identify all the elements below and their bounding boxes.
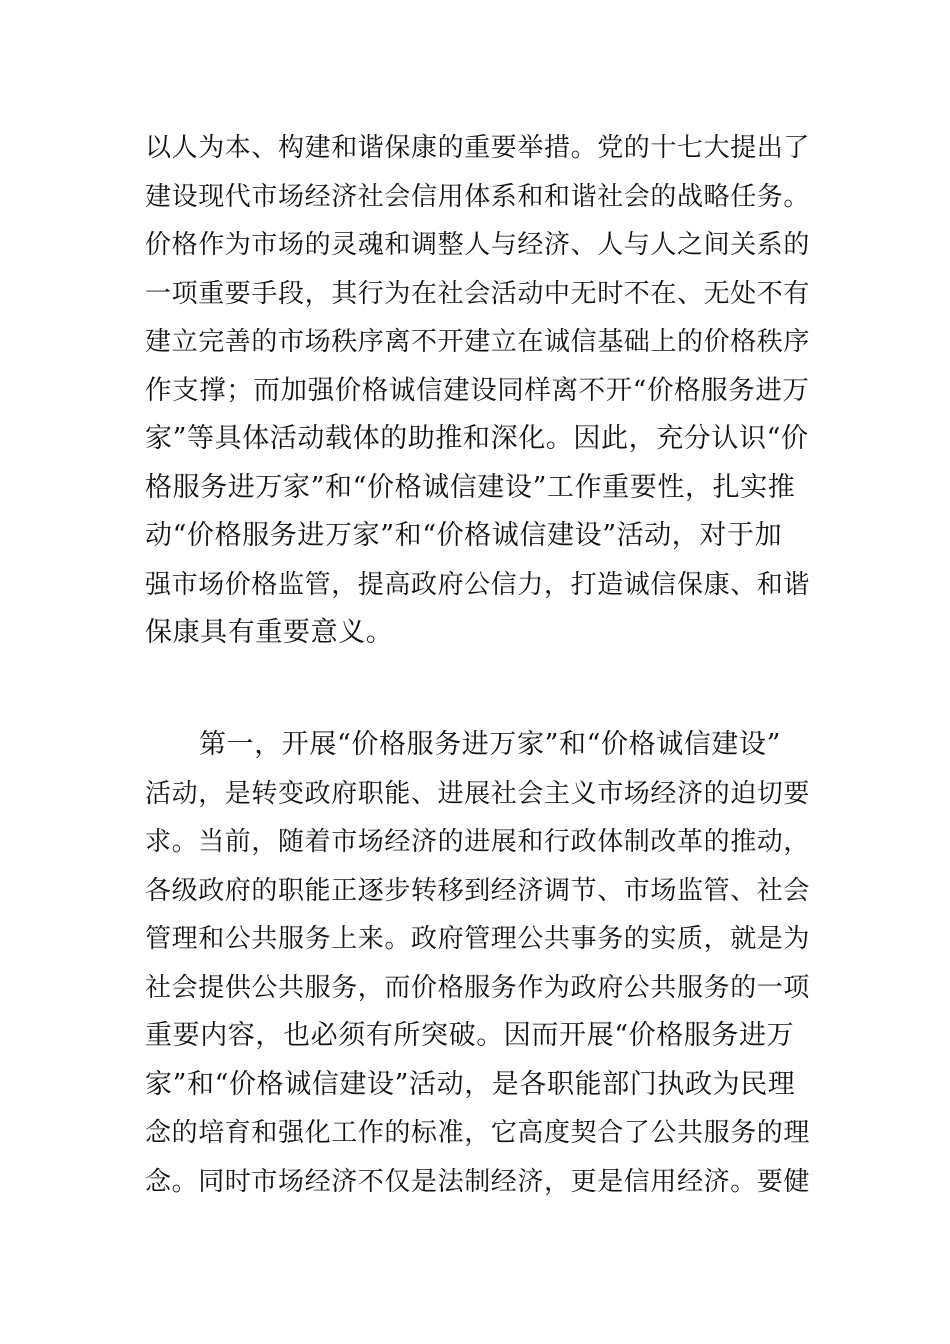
paragraph-line: 家”等具体活动载体的助推和深化。因此，充分认识“价 (145, 423, 809, 454)
paragraph-line: 建立完善的市场秩序离不开建立在诚信基础上的价格秩序 (145, 327, 811, 357)
paragraph-line: 念。同时市场经济不仅是法制经济，更是信用经济。要健 (145, 1166, 811, 1197)
paragraph-1 (145, 124, 810, 658)
paragraph-line: 强市场价格监管，提高政府公信力，打造诚信保康、和谐 (145, 569, 811, 600)
paragraph-line: 保康具有重要意义。 (145, 617, 394, 648)
paragraph-line: 建设现代市场经济社会信用体系和和谐社会的战略任务。 (145, 181, 811, 212)
paragraph-line: 各级政府的职能正逐步转移到经济调节、市场监管、社会 (145, 875, 811, 906)
paragraph-line: 动“价格服务进万家”和“价格诚信建设”活动，对于加 (145, 520, 783, 551)
paragraph-line: 价格作为市场的灵魂和调整人与经济、人与人之间关系的 (145, 230, 811, 260)
paragraph-line: 第一，开展“价格服务进万家”和“价格诚信建设” (199, 729, 782, 760)
paragraph-line: 家”和“价格诚信建设”活动，是各职能部门执政为民理 (145, 1068, 796, 1100)
paragraph-line: 作支撑；而加强价格诚信建设同样离不开“价格服务进万 (145, 374, 810, 406)
paragraph-line: 管理和公共服务上来。政府管理公共事务的实质，就是为 (145, 924, 811, 954)
paragraph-line: 念的培育和强化工作的标准，它高度契合了公共服务的理 (145, 1118, 811, 1148)
paragraph-line: 格服务进万家”和“价格诚信建设”工作重要性，扎实推 (145, 471, 796, 503)
paragraph-line: 求。当前，随着市场经济的进展和行政体制改革的推动， (145, 827, 811, 857)
paragraph-line: 以人为本、构建和谐保康的重要举措。党的十七大提出了 (145, 133, 811, 163)
paragraph-2 (145, 721, 810, 1206)
paragraph-line: 一项重要手段，其行为在社会活动中无时不在、无处不有 (145, 278, 811, 309)
paragraph-line: 重要内容，也必须有所突破。因而开展“价格服务进万 (145, 1020, 795, 1051)
paragraph-line: 社会提供公共服务，而价格服务作为政府公共服务的一项 (145, 972, 811, 1003)
paragraph-line: 活动，是转变政府职能、进展社会主义市场经济的迫切要 (145, 778, 811, 809)
